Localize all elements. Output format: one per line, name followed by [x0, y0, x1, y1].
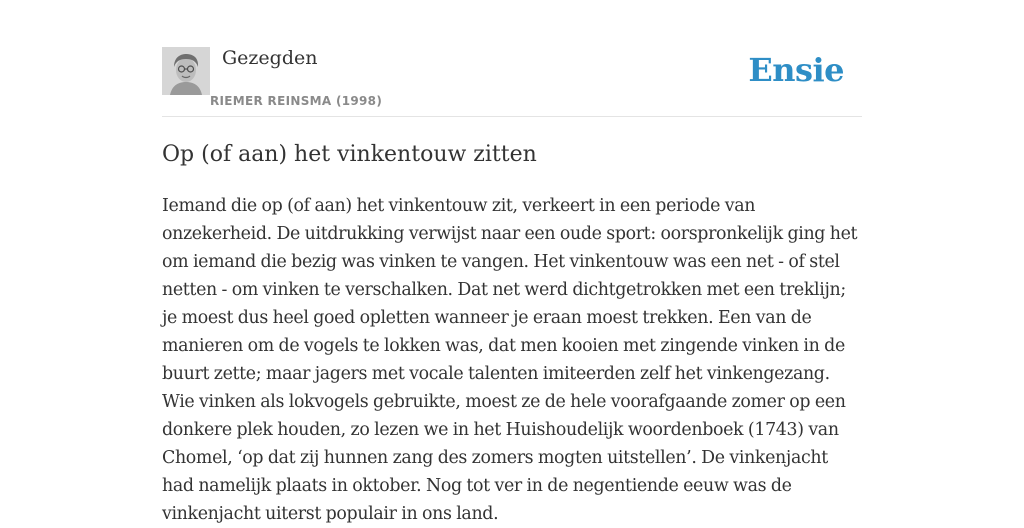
entry-header — [162, 46, 862, 117]
source-author-year[interactable]: RIEMER REINSMA (1998) — [210, 94, 383, 108]
source-title[interactable]: Gezegden — [222, 47, 318, 69]
entry-body: Iemand die op (of aan) het vinkentouw zit, verkeert in een periode van onzekerheid. De uitdrukking verwijst naar een oude sport: oorspronkelijk ging het om iemand die bezig was vinken te vangen. Het vinkentouw was een net - of stel netten - om vinken te verschalken. Dat net werd dichtgetrokken met een treklijn; je moest dus heel goed opletten wanneer je eraan moest trekken. Een van de manieren om de vogels te lokken was, dat men kooien met zingende vinken in de buurt zette; maar jagers met vocale talenten imiteerden zelf het vinkengezang. Wie vinken als lokvogels gebruikte, moest ze de hele voorafgaande zomer op een donkere plek houden, zo lezen we in het Huishoudelijk woordenboek (1743) van Chomel, ‘op dat zij hunnen zang des zomers mogten uitstellen’. De vinkenjacht had namelijk plaats in oktober. Nog tot ver in de negentiende eeuw was de vinkenjacht uiterst populair in ons land. — [162, 196, 858, 524]
author-avatar[interactable] — [162, 47, 210, 95]
entry-title: Op (of aan) het vinkentouw zitten — [162, 142, 537, 167]
author-portrait-icon — [162, 47, 210, 95]
ensie-logo[interactable]: Ensie — [748, 51, 844, 89]
